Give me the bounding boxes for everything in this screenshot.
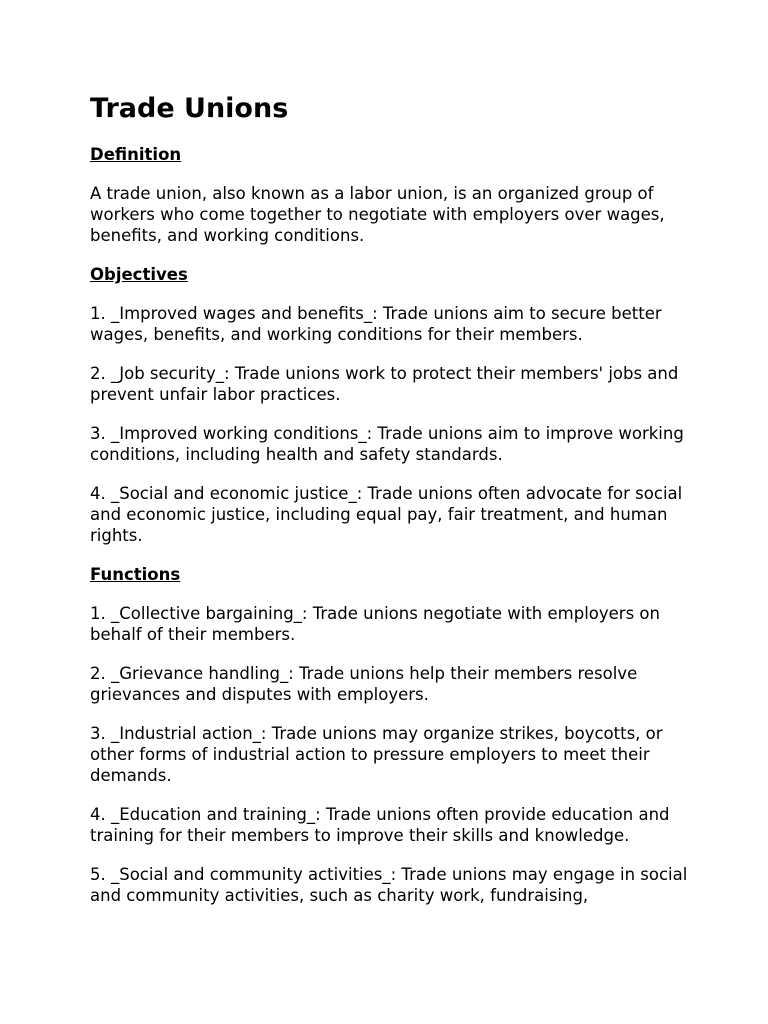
section-heading: Functions bbox=[90, 565, 181, 584]
function-item: 1. _Collective bargaining_: Trade unions negotiate with employers on behalf of their members. bbox=[90, 604, 660, 644]
section-functions bbox=[90, 564, 690, 906]
objective-item: 1. _Improved wages and benefits_: Trade unions aim to secure better wages, benefits, and working conditions for their members. bbox=[90, 304, 662, 344]
function-item: 2. _Grievance handling_: Trade unions help their members resolve grievances and disputes with employers. bbox=[90, 664, 638, 704]
function-item: 5. _Social and community activities_: Trade unions may engage in social and community activities, such as charity work, fundraising, bbox=[90, 865, 688, 905]
document-page bbox=[90, 90, 690, 906]
function-item: 3. _Industrial action_: Trade unions may organize strikes, boycotts, or other forms of industrial action to pressure employers to meet their demands. bbox=[90, 724, 663, 785]
document-title: Trade Unions bbox=[90, 93, 289, 124]
section-objectives bbox=[90, 264, 690, 546]
definition-paragraph: A trade union, also known as a labor union, is an organized group of workers who come together to negotiate with employers over wages, benefits, and working conditions. bbox=[90, 184, 665, 245]
objective-item: 3. _Improved working conditions_: Trade unions aim to improve working conditions, including health and safety standards. bbox=[90, 424, 684, 464]
section-heading: Definition bbox=[90, 145, 182, 164]
objective-item: 4. _Social and economic justice_: Trade unions often advocate for social and economic justice, including equal pay, fair treatment, and human rights. bbox=[90, 484, 683, 545]
section-heading: Objectives bbox=[90, 265, 188, 284]
section-definition bbox=[90, 144, 690, 246]
function-item: 4. _Education and training_: Trade unions often provide education and training for their members to improve their skills and knowledge. bbox=[90, 805, 670, 845]
objective-item: 2. _Job security_: Trade unions work to protect their members' jobs and prevent unfair labor practices. bbox=[90, 364, 679, 404]
